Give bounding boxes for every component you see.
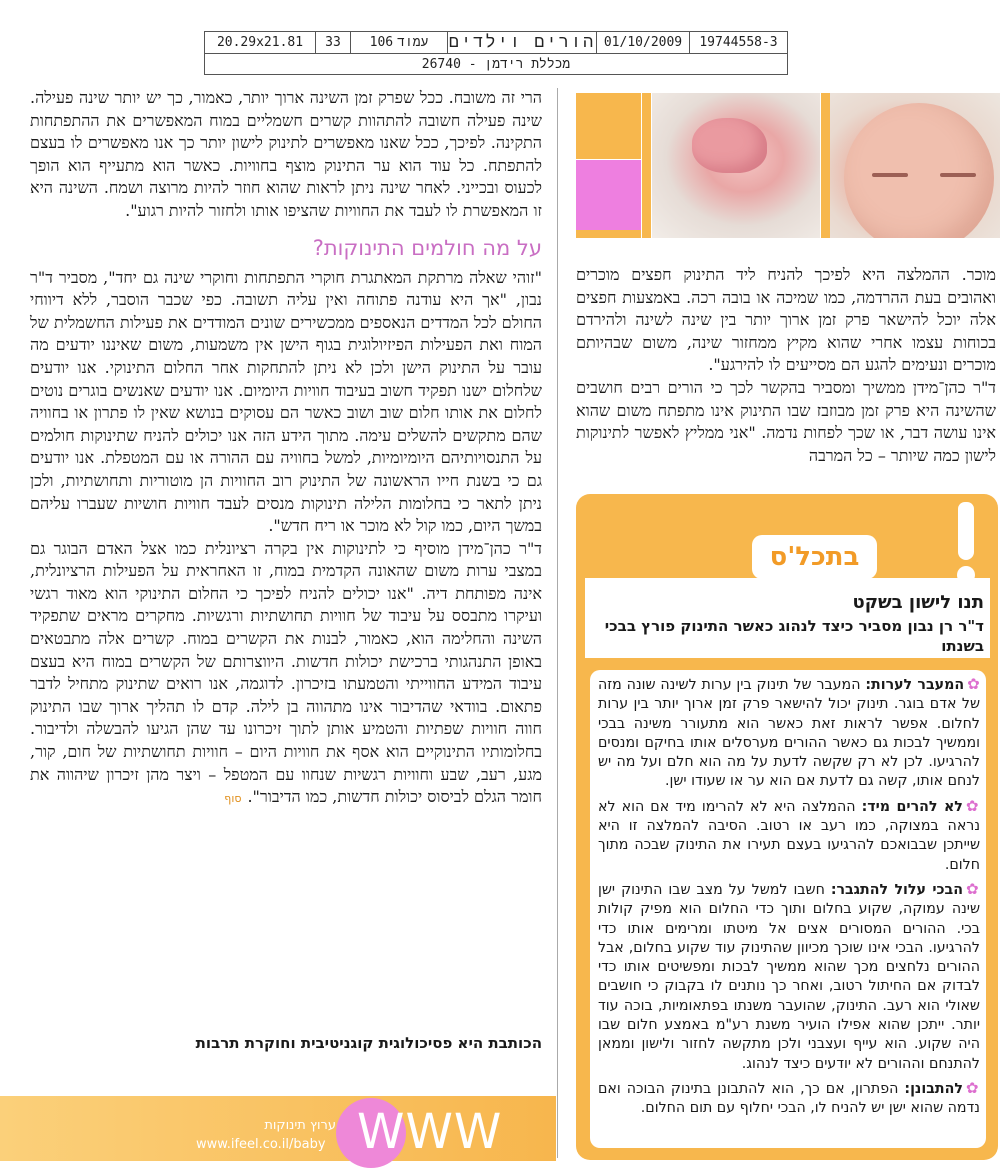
sidebar-heading bbox=[592, 592, 984, 656]
flower-icon: ✿ bbox=[965, 879, 980, 898]
list-item bbox=[598, 675, 980, 792]
column-divider bbox=[557, 88, 558, 1158]
footer-url[interactable]: www.ifeel.co.il/baby bbox=[196, 1137, 326, 1152]
list-item bbox=[598, 880, 980, 1074]
exclamation-icon bbox=[952, 502, 980, 584]
tip-label: לא להרים מיד: bbox=[861, 798, 963, 815]
article-left-column bbox=[30, 87, 542, 811]
clip-page bbox=[351, 32, 448, 53]
article-paragraph-text: ד"ר כהן־מידן מוסיף כי לתינוקות אין בקרה רציונלית כמו אצל האדם הבוגר גם במצבי ערות משום שהאונה הקדמית במוח, זו האחראית על הפעילות הרציונלית, אינה מפותחת דיה. "אנו יכולים להניח לפיכך כי החלום התינוקי הוא מאוד רגשי ועיקרו מתבסס על עיבוד של חוויות תחושתיות ורגשיות. מחקרים מראים שתפקיד השינה והחלימה הוא, כאמור, לבנות את הקשרים במוח. קשרים אלה מתבטאים באופן התנהגותי ברכישת יכולות חדשות. היווצרותם של הקשרים במוח היא בעצם עיבוד המידע החווייתי והטמעתו בזיכרון. לדוגמה, אנו רואים שתינוק מתחיל לדבר פתאום. בוודאי שהדיבור אינו מתהווה בן לילה. קדם לו תהליך ארוך שבו התינוק חווה חוויות שפתיות והטמיע אותן לתוך זיכרונו עד שהן הגיעו להבשלה ולדיבור. בחלומותיו התינוקיים הוא אסף את חוויות היום – חוויות תחושתיות של חום, קור, מגע, רעב, שבע וחוויות רגשיות שנחוו עם המטפל – ויצר מהן זיכרון שיהווה את חומר הגלם לביסוס יכולות חדשות, כמו הדיבור". bbox=[30, 538, 542, 807]
clip-id: 19744558-3 bbox=[699, 35, 778, 50]
tip-text: המעבר של תינוק בין ערות לשינה שונה מזה של אדם בוגר. תינוק יכול להישאר פרק זמן ארוך יותר בין ערות לחלום. אפשר לראות זאת כאשר הוא מתעורר משינה בבכי וממשיך לבכות גם כאשר ההורים מערסלים אותו בחיקם ומנסים להרגיעו. לכן לא רק שקשה לדעת על מה הוא חלם ועל מה יש לנחם אותו, קשה גם לדעת אם הוא ער או שעודו ישן. bbox=[598, 677, 980, 790]
sidebar-subtitle: ד"ר רן נבון מסביר כיצד לנהוג כאשר התינוק פורץ בבכי בשנתו bbox=[604, 617, 984, 655]
closed-eye-left bbox=[872, 173, 908, 177]
baby-face bbox=[844, 103, 994, 238]
sidebar-tips-list bbox=[598, 675, 980, 1124]
clip-count: 33 bbox=[316, 32, 351, 53]
clip-page-number: 106 bbox=[369, 35, 394, 50]
article-paragraph bbox=[30, 538, 542, 811]
baby-hand-photo bbox=[652, 93, 820, 238]
author-byline: הכותבת היא פסיכולוגית קוגניטיבית וחוקרת תרבות bbox=[195, 1034, 542, 1052]
article-paragraph: הרי זה משובח. ככל שפרק זמן השינה ארוך יותר, כאמור, כך יש יותר שינה פעילה. שינה פעילה חשובה להתהוות קשרים חשמליים במוח המאפשרים את ההתפתחות התקינה. לפיכך, ככל שאנו מאפשרים לתינוק לישון יותר כך אנו מאפשרים לו בעצם להתפתח. כל עוד הוא ער התינוק מוצף בחוויות. כאשר הוא מתעייף הוא הופך לכעוס ובכייני. לאחר שינה ניתן לראות שהוא חוזר להיות מרוצה ושמח. השינה היא זו המאפשרת לו לעבד את החוויות שהציפו אותו ולחזור להיות רגוע". bbox=[30, 88, 542, 220]
clip-dimensions: 20.29x21.81 bbox=[205, 32, 316, 53]
footer-text bbox=[196, 1116, 336, 1154]
clip-publication: הורים וילדים bbox=[448, 32, 596, 52]
flower-icon: ✿ bbox=[965, 796, 980, 815]
clip-page-label: עמוד bbox=[397, 35, 429, 50]
article-subheading: על מה חולמים התינוקות? bbox=[312, 235, 542, 260]
article-paragraph: מוכר. ההמלצה היא לפיכך להניח ליד התינוק חפצים מוכרים ואהובים בעת ההרדמה, כמו שמיכה או בובה רכה. באמצעות חפצים אלה יוכל להישאר פרק זמן ארוך יותר בין שינה לשינה ולהירדם בכוחות עצמו אחרי שהוא מקיץ ממחזור שינה, משום שבהיותם מוכרים ונעימים להגע הם מסייעים לו להירגע". bbox=[576, 265, 996, 375]
list-item bbox=[598, 797, 980, 875]
end-mark: סוף bbox=[224, 792, 242, 806]
tip-label: הבכי עלול להתגבר: bbox=[830, 881, 963, 898]
footer-label: ערוץ תינוקות bbox=[264, 1118, 336, 1133]
clip-source: מכללת רידמן - 26740 bbox=[421, 56, 571, 72]
tip-text: ההמלצה היא לא להרימו מיד אם הוא לא נראה במצוקה, כמו רעב או רטוב. הסיבה להמלצה זו היא שייתכן שבבואכם להרגיעו בעצם תעירו את התינוק שבכה מתוך חלום. bbox=[598, 798, 980, 873]
www-logo: WWW bbox=[357, 1104, 503, 1160]
tip-text: חשבו למשל על מצב שבו התינוק ישן שינה עמוקה, שקוע בחלום ותוך כדי החלום הוא מפיק קולות בכי. ההורים המסורים אצים אל מיטתו ומרימים אותו כדי להרגיעו. הבכי אינו שוכך מכיוון שהתינוק עוד שקוע בחלום, אבל ההורים נלחצים מכך שהוא ממשיך לבכות ומפשיטים אותו כדי לבדוק אם החיתול רטוב, ואחר כך נותנים לו בקבוק כי חושבים שאולי הוא רעב. התינוק, שהועבר משנתו בפתאומיות, בוכה עוד יותר. ייתכן שהוא אפילו הועיר משנת רע"מ באמצע חלום שבו היה שקוע. הוא עייף ועצבני ולכן מתקשה לחזור ולישון וממאן להתנחם וההורים לא יודעים כיצד לנהוג. bbox=[598, 881, 980, 1072]
tip-text: הפתרון, אם כך, הוא להתבונן בתינוק הבוכה ואם נדמה שהוא ישן יש להניח לו, הבכי יחלוף עם תום החלום. bbox=[598, 1080, 980, 1117]
article-paragraph: ד"ר כהן־מידן ממשיך ומסביר בהקשר לכך כי הורים רבים חושבים שהשינה היא פרק זמן מבוזבז שבו התינוק אינו מתפתח משום שהוא אינו עושה דבר, או שכך לפחות נדמה. "אני ממליץ לאפשר לתינוקות לישון כמה שיותר – כל המרבה bbox=[576, 377, 996, 465]
tip-label: המעבר לערות: bbox=[865, 677, 965, 693]
closed-eye-right bbox=[940, 173, 976, 177]
baby-fist bbox=[692, 118, 767, 173]
tip-label: להתבונן: bbox=[904, 1080, 963, 1097]
sleeping-baby-photo bbox=[830, 93, 1000, 238]
list-item bbox=[598, 1079, 980, 1119]
article-paragraph: "זוהי שאלה מרתקת המאתגרת חוקרי התפתחות וחוקרי שינה גם יחד", מסביר ד"ר נבון, "אך היא עודנה פתוחה ואין עליה תשובה. כפי שכבר הוסבר, ללא דיווחי החולם לכל המדדים הנאספים ממכשירים שונים המודדים את פעילות החשמלית של המוח ואת הפעילות הפיזיולוגית בגוף הישן אין משמעות, משום שאיננו יודעים מה עובר על התינוק הישן ולכן לא ניתן להתחקות אחר החלום התינוקי. אנו יודעים שלחלום ישנו תפקיד חשוב בעיבוד חוויות היומיום. אנו יודעים שאנשים בוגרים נוטים לחלום את אותו חלום שוב ושוב כאשר הם עסוקים בנושא שאין לו פתרון או בחוויה שהם מתקשים להשלים עימה. מתוך הידע הזה אנו יכולים להניח שתינוקות חולמים על התנסויותיהם היומיומיות, למשל בחוויה עם ההורה או עם המטפלת. אנו יודעים גם כי בשנת חייו הראשונה של התינוק רוב החוויות הן מוטוריות ותחושתיות, ולכן ניתן לתאר כי בחלומות הלילה תינוקות מנסים לעבד חוויות חושיות שעברו עליהם במשך היום, כמו קול לא מוכר או ריח חדש". bbox=[30, 267, 542, 536]
sidebar-title: תנו לישון בשקט bbox=[852, 592, 984, 613]
article-right-column bbox=[576, 264, 996, 467]
clipping-header bbox=[204, 31, 788, 75]
flower-icon: ✿ bbox=[965, 1078, 980, 1097]
sidebar-tab: בתכל'ס bbox=[752, 535, 877, 579]
flower-icon: ✿ bbox=[967, 675, 981, 693]
clip-date: 01/10/2009 bbox=[597, 32, 690, 53]
